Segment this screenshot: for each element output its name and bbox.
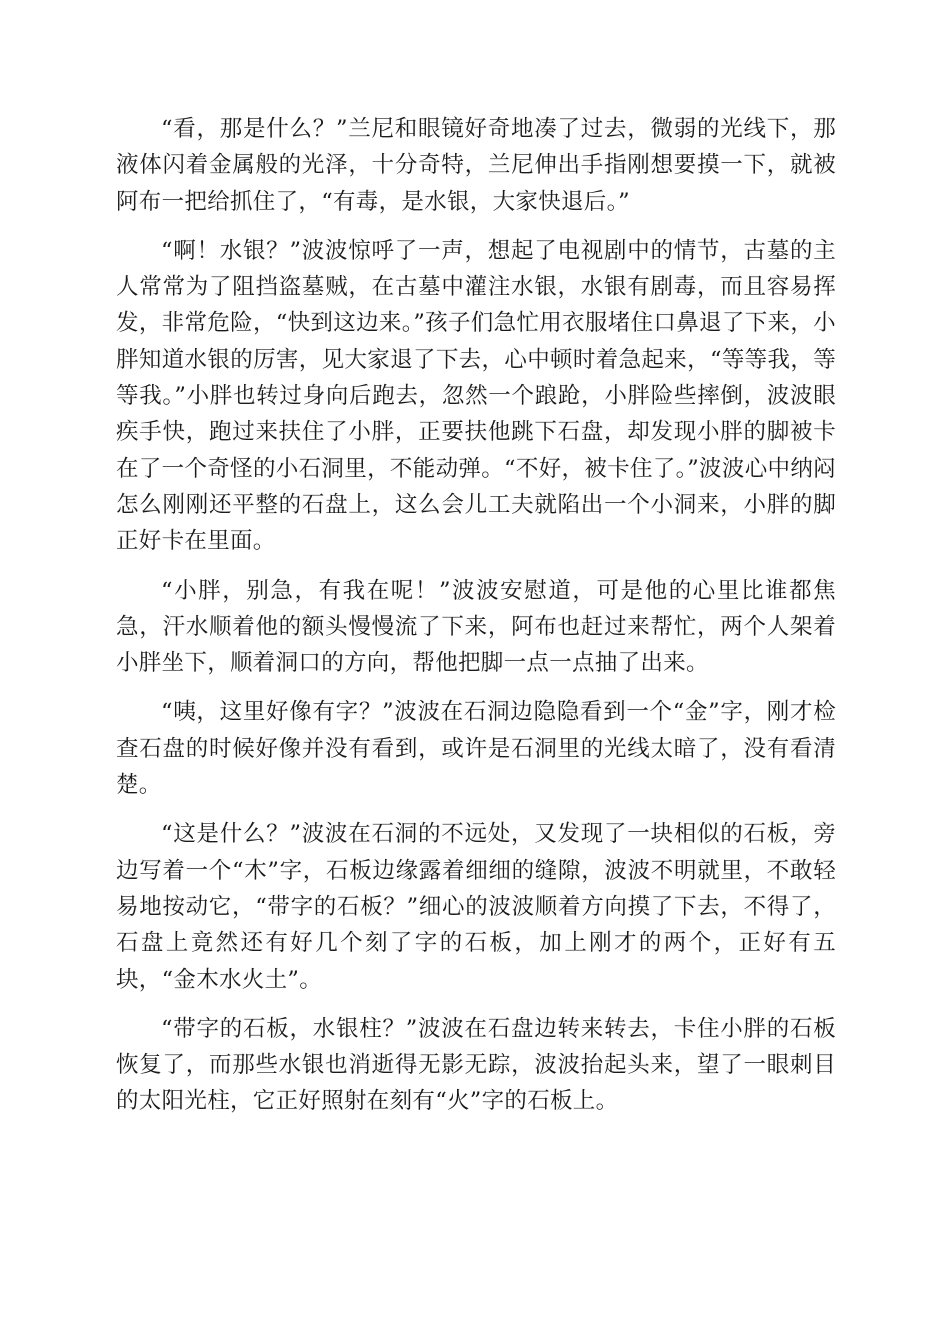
paragraph-4: “咦，这里好像有字？”波波在石洞边隐隐看到一个“金”字，刚才检查石盘的时候好像并没有看到，或许是石洞里的光线太暗了，没有看清楚。 bbox=[116, 699, 836, 799]
paragraph-1: “看，那是什么？”兰尼和眼镜好奇地凑了过去，微弱的光线下，那液体闪着金属般的光泽，十分奇特，兰尼伸出手指刚想要摸一下，就被阿布一把给抓住了，“有毒，是水银，大家快退后。” bbox=[116, 116, 836, 215]
paragraph-6: “带字的石板，水银柱？”波波在石盘边转来转去，卡住小胖的石板恢复了，而那些水银也消逝得无影无踪，波波抬起头来，望了一眼刺目的太阳光柱，它正好照射在刻有“火”字的石板上。 bbox=[116, 1015, 836, 1115]
document-page bbox=[116, 111, 836, 1133]
paragraph-5: “这是什么？”波波在石洞的不远处，又发现了一块相似的石板，旁边写着一个“木”字，石板边缘露着细细的缝隙，波波不明就里，不敢轻易地按动它，“带字的石板？”细心的波波顺着方向摸了下去，不得了，石盘上竟然还有好几个刻了字的石板，加上刚才的两个，正好有五块，“金木水火土”。 bbox=[116, 821, 836, 993]
paragraph-2: “啊！水银？”波波惊呼了一声，想起了电视剧中的情节，古墓的主人常常为了阻挡盗墓贼，在古墓中灌注水银，水银有剧毒，而且容易挥发，非常危险，“快到这边来。”孩子们急忙用衣服堵住口鼻退了下来，小胖知道水银的厉害，见大家退了下去，心中顿时着急起来，“等等我，等等我。”小胖也转过身向后跑去，忽然一个踉跄，小胖险些摔倒，波波眼疾手快，跑过来扶住了小胖，正要扶他跳下石盘，却发现小胖的脚被卡在了一个奇怪的小石洞里，不能动弹。“不好，被卡住了。”波波心中纳闷怎么刚刚还平整的石盘上，这么会儿工夫就陷出一个小洞来，小胖的脚正好卡在里面。 bbox=[116, 237, 836, 555]
paragraph-3: “小胖，别急，有我在呢！”波波安慰道，可是他的心里比谁都焦急，汗水顺着他的额头慢慢流了下来，阿布也赶过来帮忙，两个人架着小胖坐下，顺着洞口的方向，帮他把脚一点一点抽了出来。 bbox=[116, 577, 836, 677]
